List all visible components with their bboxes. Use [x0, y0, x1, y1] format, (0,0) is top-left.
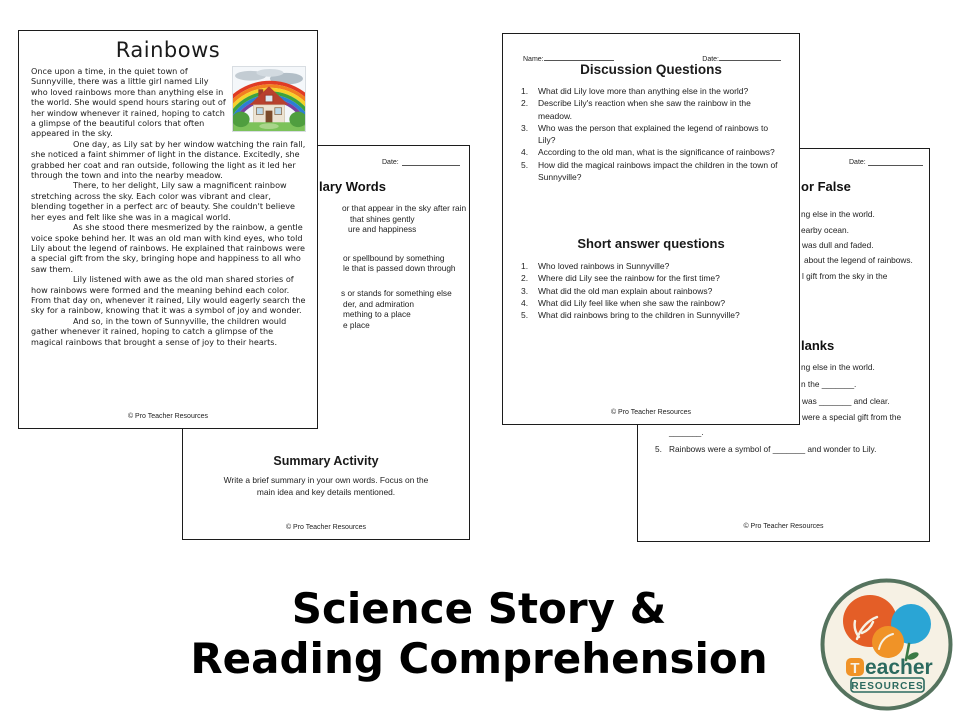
question-item [521, 309, 779, 321]
blanks-item5-number: 5. [655, 444, 662, 454]
vocab-fragment: that shines gently [350, 214, 415, 224]
blanks-fragment: were a special gift from the [802, 412, 902, 422]
tf-fragment: ng else in the world. [801, 209, 875, 219]
summary-instruction-line1: Write a brief summary in your own words. Focus on the [223, 475, 429, 485]
question-item [521, 260, 779, 272]
tf-fragment: was dull and faded. [802, 240, 874, 250]
question-text: What did rainbows bring to the children in Sunnyville? [538, 310, 740, 321]
blanks-fragment: was _______ and clear. [802, 396, 890, 406]
question-item [521, 85, 779, 97]
story-page [18, 30, 318, 429]
logo-letter-t: T [850, 660, 860, 677]
date-label: Date: [849, 159, 866, 166]
product-title-line2: Reading Comprehension [190, 634, 768, 683]
question-number: 1. [521, 261, 529, 271]
blanks-item5-text: Rainbows were a symbol of _______ and wonder to Lily. [669, 444, 877, 454]
question-item [521, 122, 779, 147]
discussion-questions-heading: Discussion Questions [580, 62, 722, 77]
date-label: Date: [382, 159, 399, 166]
story-paragraph: And so, in the town of Sunnyville, the children would gather whenever it rained, hoping to catch a glimpse of the magical rainbows that brought a sense of joy to their hearts. [31, 315, 287, 347]
question-number: 1. [521, 86, 529, 96]
question-item [521, 146, 779, 158]
question-item [521, 272, 779, 284]
question-text: Describe Lily's reaction when she saw the rainbow in the meadow. [538, 98, 751, 121]
date-label: Date: [702, 56, 719, 63]
vocab-fragment: der, and admiration [343, 299, 415, 309]
question-item [521, 97, 779, 122]
question-number: 2. [521, 273, 529, 284]
date-blank-line [402, 159, 460, 166]
blanks-fragment: ng else in the world. [801, 362, 875, 372]
story-title: Rainbows [115, 38, 221, 62]
question-number: 4. [521, 297, 529, 308]
tf-fragment: about the legend of rainbows. [804, 255, 913, 265]
question-text: Who loved rainbows in Sunnyville? [538, 261, 670, 271]
question-text: What did the old man explain about rainbows? [538, 285, 713, 296]
question-number: 5. [521, 159, 529, 170]
vocab-fragment: s or stands for something else [341, 288, 452, 298]
story-paragraph: As she stood there mesmerized by the rainbow, a gentle voice spoke behind her. It was an old man with kind eyes, who told Lily about the legend of rainbows. He explained that rainbows were a special gift from the sky, bringing hope and happiness to all who saw them. [31, 222, 306, 274]
tf-fragment: l gift from the sky in the [802, 271, 888, 281]
teacher-resources-logo [817, 575, 956, 714]
small-orange-tree-icon [872, 626, 904, 658]
true-false-heading-fragment: or False [801, 179, 851, 194]
vocab-fragment: le that is passed down through [343, 263, 456, 273]
question-number: 3. [521, 122, 529, 133]
vocab-fragment: or that appear in the sky after rain [342, 203, 467, 213]
summary-activity-heading: Summary Activity [273, 454, 379, 468]
product-title [0, 584, 958, 684]
question-number: 5. [521, 310, 529, 321]
story-paragraph: One day, as Lily sat by her window watching the rain fall, she noticed a faint shimmer of light in the distance. Excitedly, she grabbed her coat and ran outside, following the light as it led her through the town and into the nearby meadow. [31, 138, 306, 181]
discussion-questions-page [502, 33, 800, 425]
product-title-line1: Science Story & [291, 584, 667, 633]
short-answer-questions-list [521, 260, 779, 321]
question-text: What did Lily feel like when she saw the rainbow? [538, 297, 726, 308]
question-item [521, 159, 779, 184]
question-item [521, 285, 779, 297]
short-answer-heading: Short answer questions [577, 236, 725, 251]
question-text: What did Lily love more than anything else in the world? [538, 86, 749, 96]
vocab-fragment: mething to a place [343, 309, 411, 319]
name-blank-line [544, 54, 614, 61]
copyright-footer: © Pro Teacher Resources [285, 524, 367, 531]
logo-word-teacher: eacher [865, 656, 933, 679]
vocabulary-heading-fragment: lary Words [319, 179, 386, 194]
question-number: 2. [521, 98, 529, 109]
story-paragraph: Lily listened with awe as the old man shared stories of how rainbows were formed and the meaning behind each color. From that day on, whenever it rained, Lily would eagerly search the sky for a rainbow, knowing that it was a symbol of joy and wonder. [31, 274, 306, 316]
fill-blanks-heading-fragment: lanks [801, 338, 835, 353]
question-number: 4. [521, 147, 529, 158]
rainbow-house-illustration [232, 66, 306, 132]
blanks-continuation: _______. [669, 427, 704, 437]
copyright-footer: © Pro Teacher Resources [610, 409, 692, 416]
tf-fragment: earby ocean. [801, 225, 849, 235]
story-paragraph: There, to her delight, Lily saw a magnificent rainbow stretching across the sky. Each color was vibrant and clear, blending together in a perfect arc of beauty. She couldn't believe her eyes and felt like she was in a magical world. [31, 180, 295, 222]
vocab-fragment: or spellbound by something [343, 253, 445, 263]
question-number: 3. [521, 285, 529, 296]
discussion-questions-list [521, 85, 779, 183]
vocab-fragment: e place [343, 320, 370, 330]
vocab-fragment: ure and happiness [348, 224, 417, 234]
question-item [521, 297, 779, 309]
blanks-fragment: n the _______. [801, 379, 857, 389]
name-label: Name: [523, 56, 544, 63]
logo-word-resources: RESOURCES [851, 681, 924, 692]
question-text: According to the old man, what is the significance of rainbows? [538, 147, 775, 158]
copyright-footer: © Pro Teacher Resources [127, 413, 209, 420]
question-text: Who was the person that explained the legend of rainbows to Lily? [538, 122, 769, 146]
story-paragraph: Once upon a time, in the quiet town of Sunnyville, there was a little girl named Lily who loved rainbows more than anything else in the world. She would spend hours staring out of her window whenever it rained, hoping to catch a glimpse of the beautiful colors that often appeared in the sky. [31, 66, 226, 139]
question-text: Where did Lily see the rainbow for the first time? [538, 273, 720, 284]
summary-activity-section [183, 454, 469, 498]
copyright-footer: © Pro Teacher Resources [743, 523, 824, 530]
summary-instruction-line2: main idea and key details mentioned. [256, 487, 396, 497]
date-blank-line [868, 159, 923, 166]
question-text: How did the magical rainbows impact the children in the town of Sunnyville? [538, 159, 778, 183]
date-blank-line [719, 54, 781, 61]
story-body [19, 62, 317, 347]
